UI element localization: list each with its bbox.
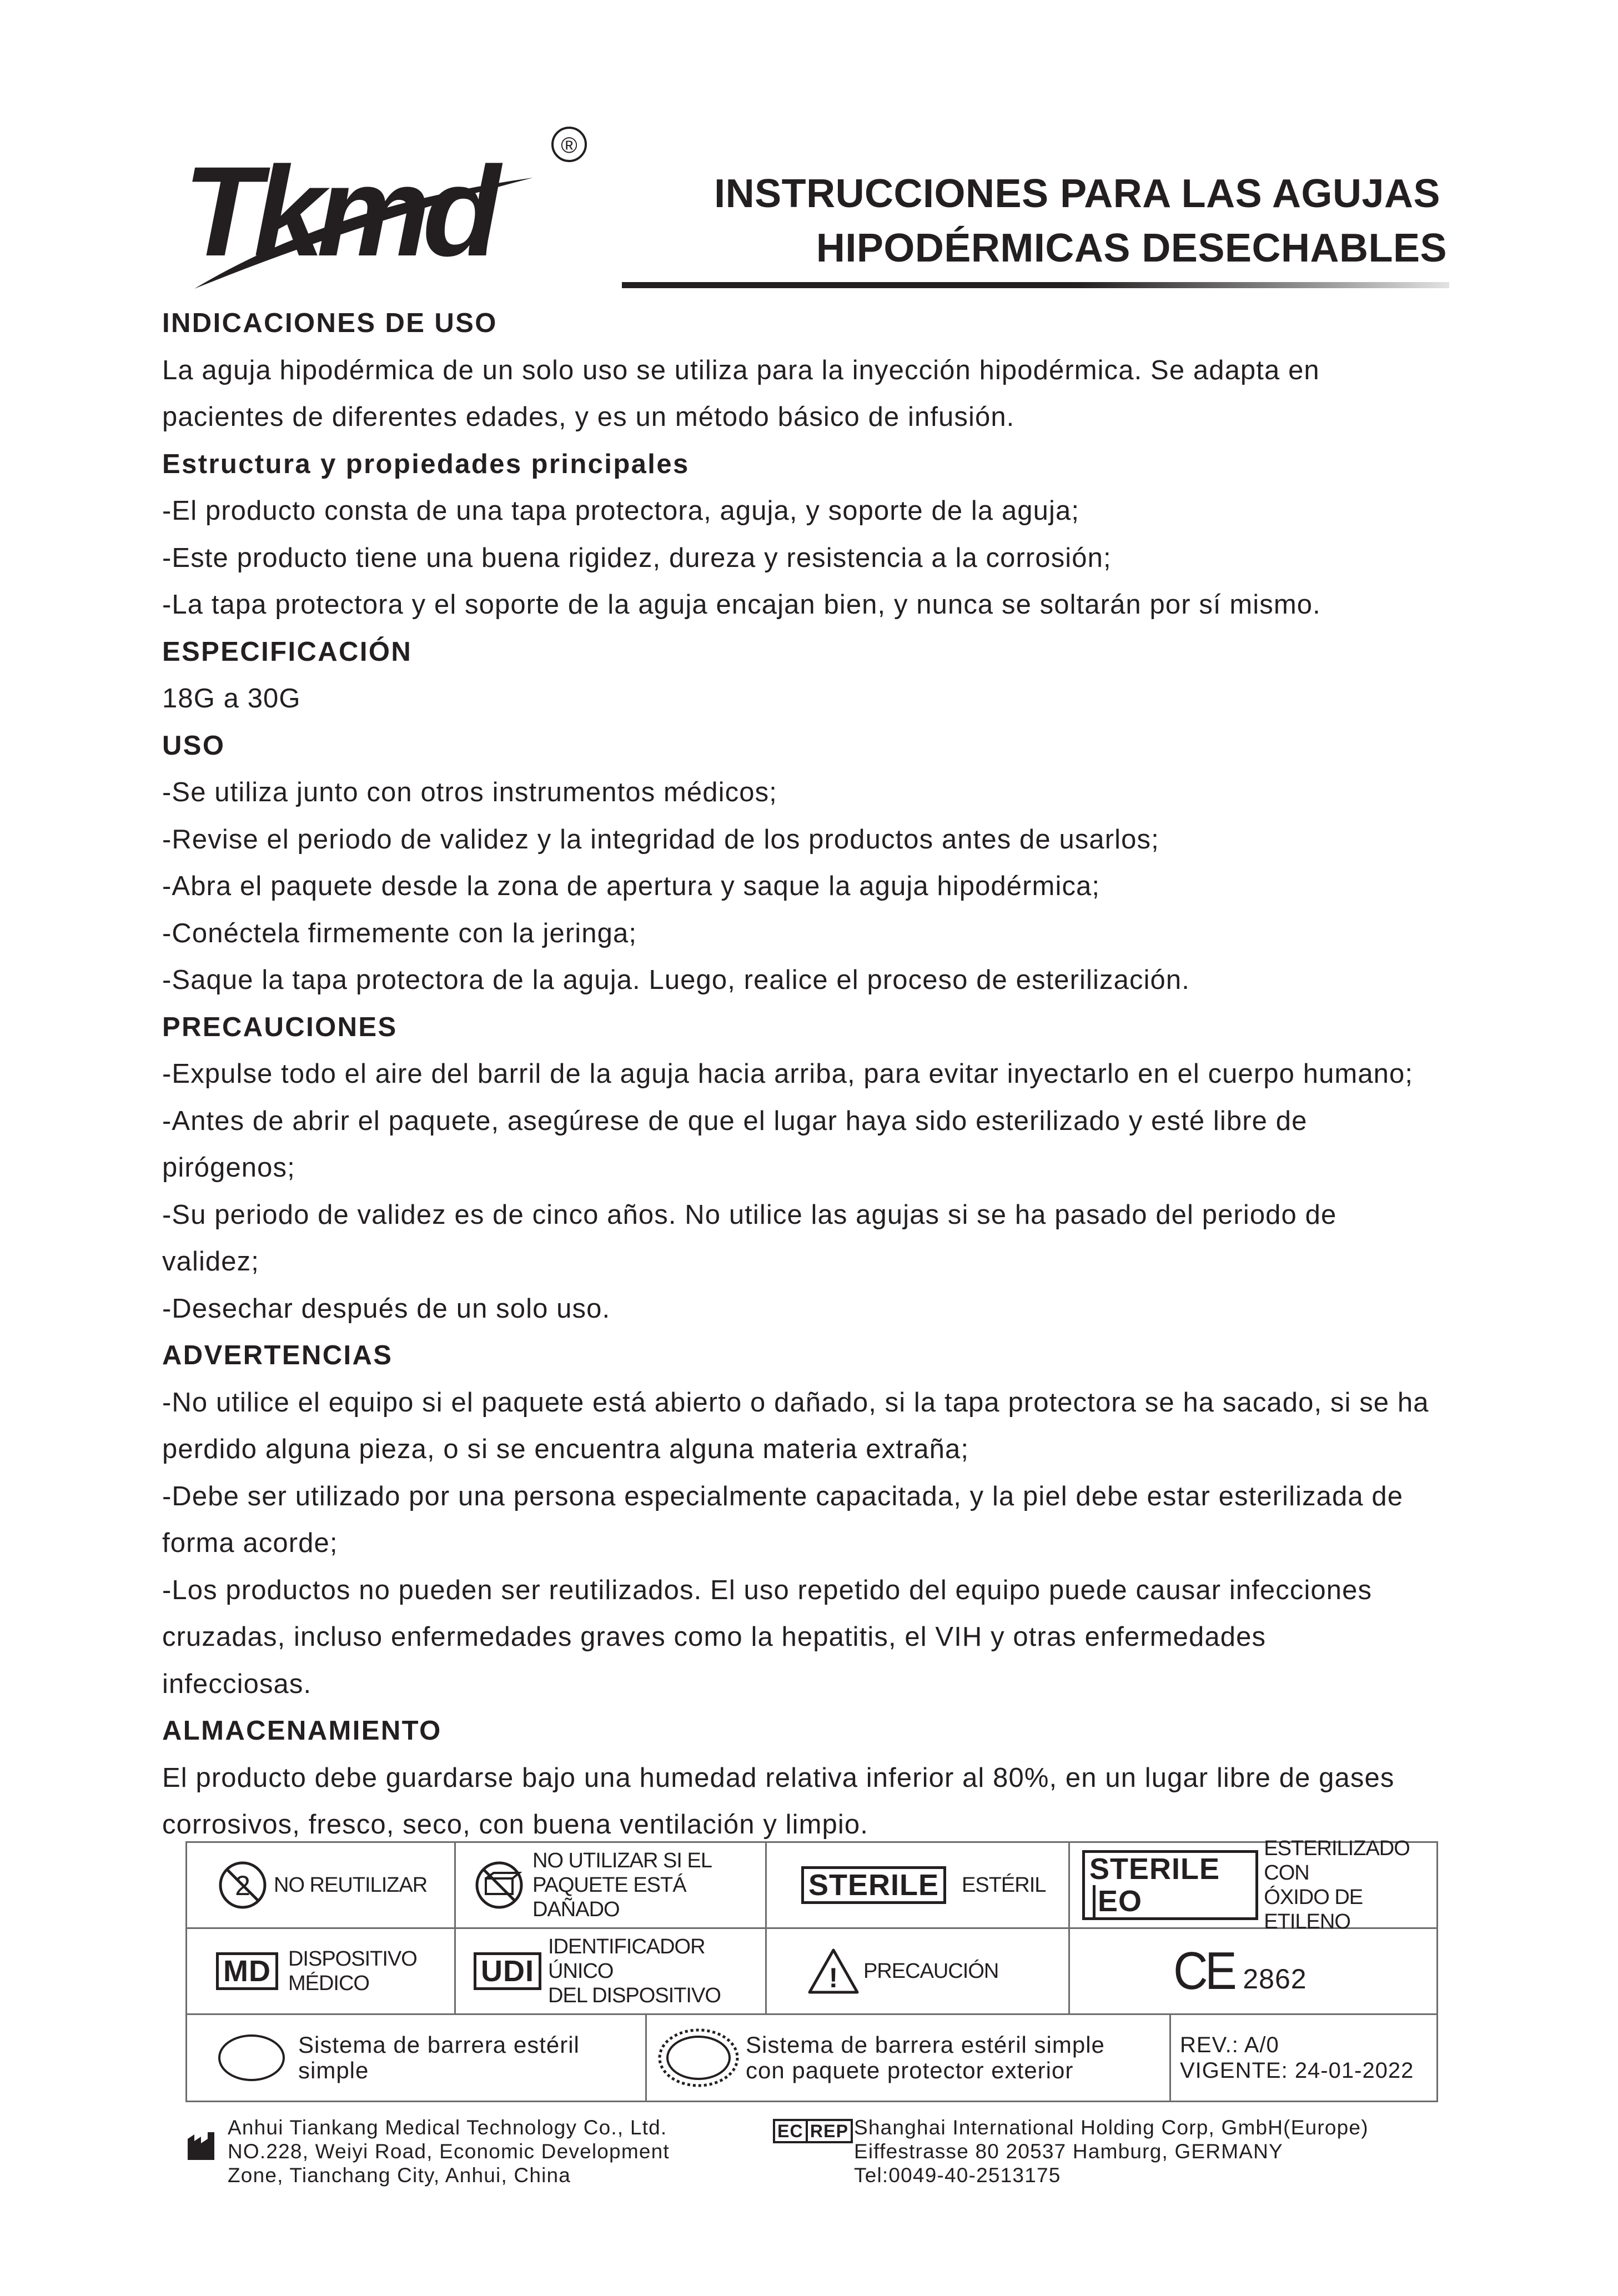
document-title [714,167,1447,275]
cell-sterile-barrier [187,2015,647,2101]
svg-text:2: 2 [235,1870,250,1901]
revision-label: REV.: A/0 [1180,2033,1279,2057]
caution-label: PRECAUCIÓN [863,1960,999,1983]
cell-revision [1171,2015,1440,2101]
paragraph-line: -La tapa protectora y el soporte de la aguja encajan bien, y nunca se soltarán por sí mismo. [162,590,1321,620]
sterile-barrier-outer-icon [657,2027,740,2088]
sterile-symbol: STERILE [801,1866,946,1904]
svg-text:!: ! [828,1962,838,1993]
manufacturer-line-2: NO.228, Weiyi Road, Economic Development [228,2140,670,2163]
paragraph-line: El producto debe guardarse bajo una humedad relativa inferior al 80%, en un lugar libre de gases [162,1762,1395,1793]
notified-body-number: 2862 [1243,1963,1307,1994]
paragraph-line: perdido alguna pieza, o si se encuentra alguna materia extraña; [162,1434,969,1464]
cell-no-reuse [187,1843,456,1927]
udi-label-line-1: IDENTIFICADOR ÚNICO [548,1935,705,1983]
section-heading-precauciones: PRECAUCIONES [162,1012,398,1042]
cell-caution [767,1929,1070,2013]
paragraph-line: validez; [162,1247,259,1277]
sterile-eo-symbol: STERILEEO [1082,1850,1258,1920]
paragraph-line: -Conéctela firmemente con la jeringa; [162,918,637,948]
cell-sterile-barrier-outer [647,2015,1171,2101]
paragraph-line: pirógenos; [162,1153,295,1183]
barrier-outer-label-line-1: Sistema de barrera estéril simple [746,2032,1105,2058]
sterile-eo-label-line-1: ESTERILIZADO CON [1264,1837,1410,1885]
damaged-label-line-2: PAQUETE ESTÁ DAÑADO [532,1873,686,1921]
cell-sterile-eo [1070,1837,1440,1933]
md-symbol: MD [216,1952,278,1990]
udi-symbol: UDI [474,1952,541,1990]
paragraph-line: -Su periodo de validez es de cinco años. No utilice las agujas si se ha pasado del periodo de [162,1199,1337,1230]
cell-sterile [767,1843,1070,1927]
title-underline [622,282,1449,288]
damaged-package-icon [471,1858,527,1912]
paragraph-line: La aguja hipodérmica de un solo uso se utiliza para la inyección hipodérmica. Se adapta en [162,355,1320,385]
sterile-eo-label-line-2: ÓXIDO DE ETILENO [1264,1886,1363,1933]
paragraph-line: cruzadas, incluso enfermedades graves como la hepatitis, el VIH y otras enfermedades [162,1622,1267,1652]
symbols-row-2 [187,1929,1436,2015]
paragraph-line: -Debe ser utilizado por una persona especialmente capacitada, y la piel debe estar esterilizada de [162,1481,1404,1511]
barrier-label-line-2: simple [298,2057,369,2083]
section-heading-indicaciones: INDICACIONES DE USO [162,308,498,338]
ec-rep-line-3: Tel:0049-40-2513175 [854,2164,1061,2187]
paragraph-line: pacientes de diferentes edades, y es un método básico de infusión. [162,402,1015,432]
section-heading-uso: USO [162,730,225,761]
manufacturer-icon [187,2130,219,2161]
symbols-row-3 [187,2015,1436,2101]
paragraph-line: forma acorde; [162,1528,338,1558]
ec-rep-block [773,2116,1369,2187]
tkmd-logo-icon [178,133,589,300]
manufacturer-line-1: Anhui Tiankang Medical Technology Co., Ltd. [228,2116,667,2139]
paragraph-line: -Los productos no pueden ser reutilizados. El uso repetido del equipo puede causar infecciones [162,1575,1373,1605]
damaged-label-line-1: NO UTILIZAR SI EL [532,1849,712,1872]
ec-rep-line-2: Eiffestrasse 80 20537 Hamburg, GERMANY [854,2140,1283,2163]
symbols-row-1 [187,1837,1436,1933]
sterile-label: ESTÉRIL [962,1873,1046,1897]
section-heading-almacenamiento: ALMACENAMIENTO [162,1716,442,1746]
ec-rep-line-1: Shanghai International Holding Corp, GmbH(Europe) [854,2116,1369,2139]
paragraph-line: -Abra el paquete desde la zona de apertura y saque la aguja hipodérmica; [162,871,1101,901]
cell-medical-device [187,1929,456,2013]
manufacturer-block [188,2116,670,2187]
no-reuse-label: NO REUTILIZAR [274,1873,428,1897]
cell-damaged-package [456,1843,767,1927]
ec-rep-icon: EC REP [773,2119,853,2143]
barrier-outer-label-line-2: con paquete protector exterior [746,2057,1074,2083]
section-heading-estructura: Estructura y propiedades principales [162,449,690,479]
do-not-reuse-icon [216,1858,269,1912]
paragraph-line: 18G a 30G [162,684,301,714]
brand-logo [178,133,589,300]
logo-text: Tkmd [183,140,493,283]
title-line-1: INSTRUCCIONES PARA LAS AGUJAS [714,172,1440,216]
cell-udi [456,1929,767,2013]
paragraph-line: corrosivos, fresco, seco, con buena ventilación y limpio. [162,1810,868,1840]
paragraph-line: -Este producto tiene una buena rigidez, dureza y resistencia a la corrosión; [162,542,1112,573]
registered-mark: ® [561,133,577,158]
paragraph-line: -Desechar después de un solo uso. [162,1293,611,1324]
paragraph-line: -Se utiliza junto con otros instrumentos médicos; [162,777,777,807]
section-heading-especificacion: ESPECIFICACIÓN [162,636,413,667]
instructions-body [162,300,1467,1848]
title-line-2: HIPODÉRMICAS DESECHABLES [816,226,1447,270]
cell-ce-mark [1070,1929,1440,2013]
barrier-label-line-1: Sistema de barrera estéril [298,2032,580,2058]
symbols-table [185,1837,1438,2102]
paragraph-line: -No utilice el equipo si el paquete está abierto o dañado, si la tapa protectora se ha sacado, si se ha [162,1387,1429,1418]
paragraph-line: -Expulse todo el aire del barril de la aguja hacia arriba, para evitar inyectarlo en el cuerpo humano; [162,1059,1414,1089]
md-label-line-1: DISPOSITIVO [288,1947,417,1971]
effective-date-label: VIGENTE: 24-01-2022 [1180,2058,1414,2083]
paragraph-line: infecciosas. [162,1669,312,1699]
sterile-barrier-icon [216,2031,287,2084]
paragraph-line: -Antes de abrir el paquete, asegúrese de que el lugar haya sido esterilizado y esté libre de [162,1106,1308,1136]
section-heading-advertencias: ADVERTENCIAS [162,1340,393,1370]
manufacturer-line-3: Zone, Tianchang City, Anhui, China [228,2164,571,2187]
md-label-line-2: MÉDICO [288,1972,369,1995]
ce-mark-icon: CE [1173,1941,1234,2001]
paragraph-line: -Saque la tapa protectora de la aguja. Luego, realice el proceso de esterilización. [162,965,1190,995]
udi-label-line-2: DEL DISPOSITIVO [548,1984,721,2007]
paragraph-line: -El producto consta de una tapa protectora, aguja, y soporte de la aguja; [162,496,1080,526]
paragraph-line: -Revise el periodo de validez y la integridad de los productos antes de usarlos; [162,824,1159,855]
caution-triangle-icon [807,1947,860,1995]
